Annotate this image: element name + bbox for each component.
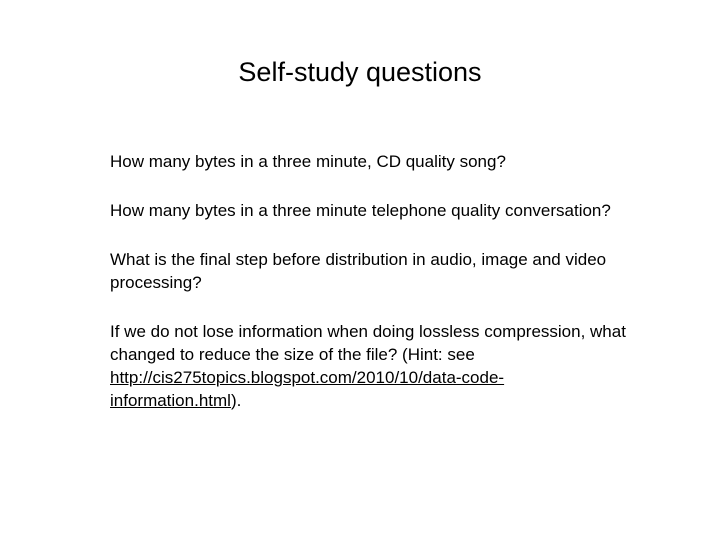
question-item-1: How many bytes in a three minute, CD quality song? bbox=[110, 152, 506, 171]
slide-title: Self-study questions bbox=[238, 57, 482, 87]
question-4-suffix: ). bbox=[230, 391, 242, 410]
question-item-2: How many bytes in a three minute telephone quality conversation? bbox=[110, 201, 611, 220]
question-item-4 bbox=[110, 320, 630, 412]
question-list bbox=[110, 150, 630, 438]
question-item-3: What is the final step before distribution in audio, image and video processing? bbox=[110, 250, 607, 292]
question-4-text: If we do not lose information when doing lossless compression, what changed to reduce the size of the file? (Hint: see bbox=[110, 322, 626, 364]
hint-link[interactable]: http://cis275topics.blogspot.com/2010/10/data-code-information.html bbox=[110, 368, 505, 410]
